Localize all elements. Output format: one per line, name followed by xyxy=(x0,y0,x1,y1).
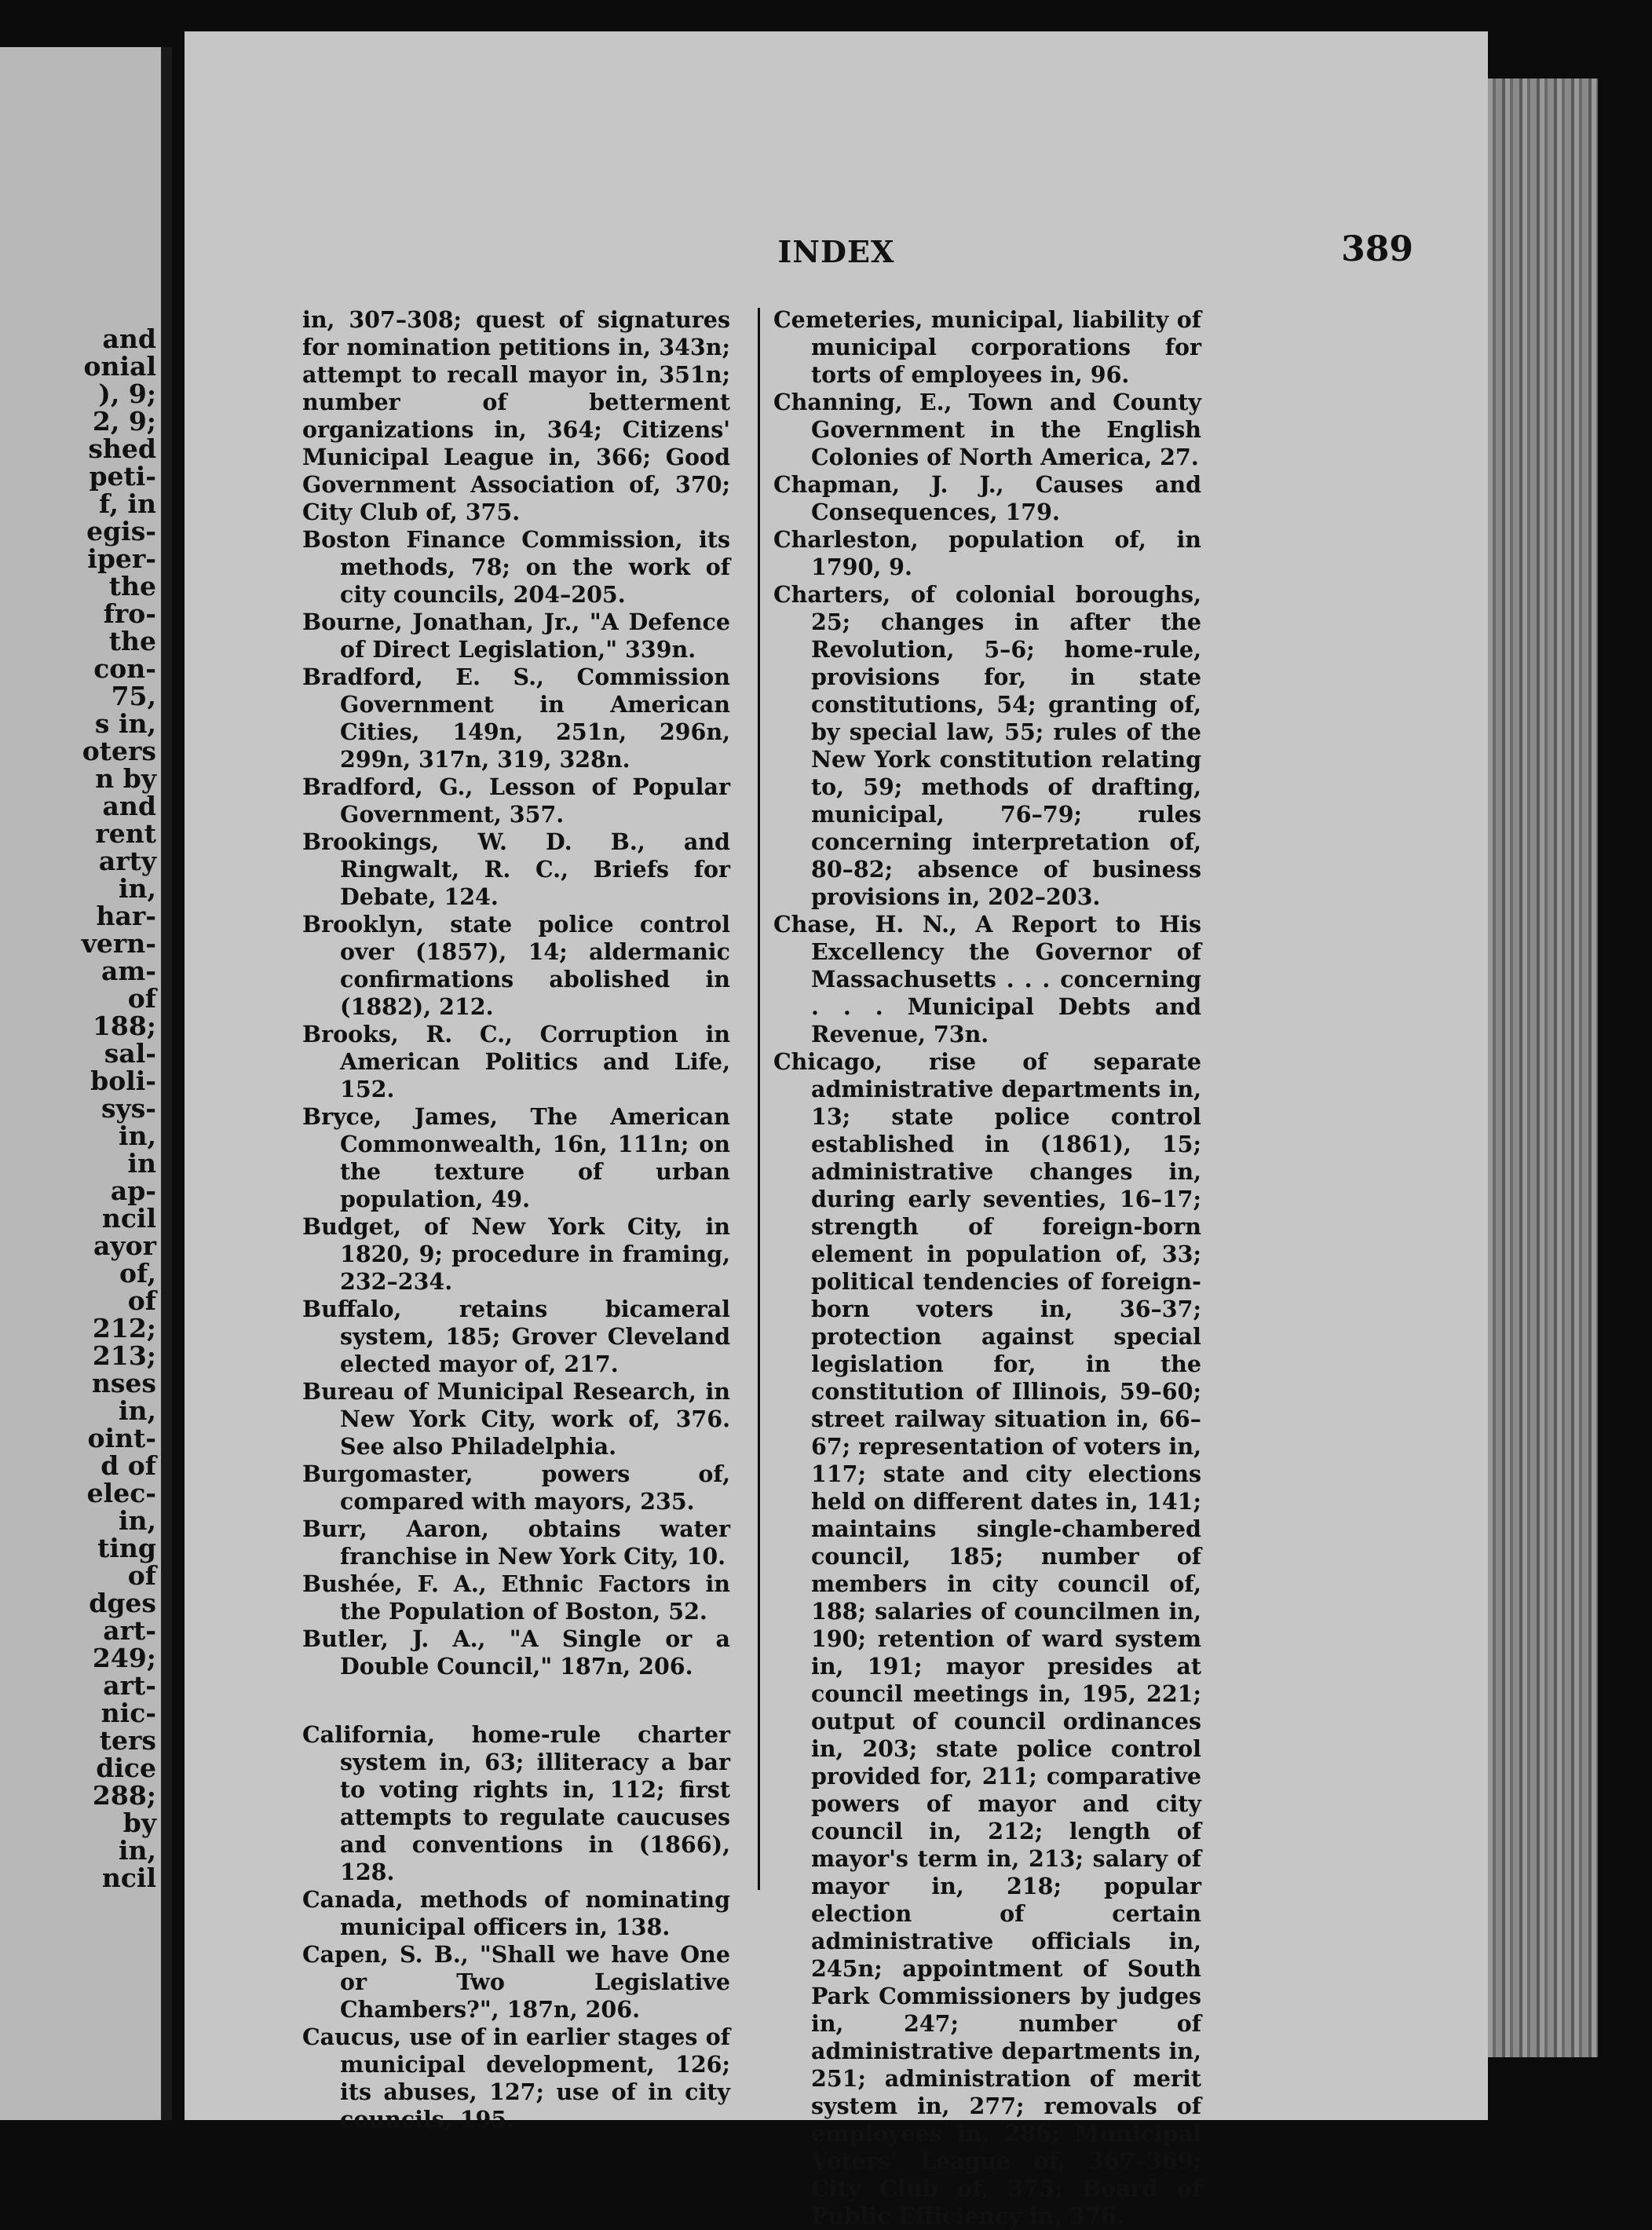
index-entry: Burr, Aaron, obtains water franchise in New York City, 10. xyxy=(302,1515,730,1570)
margin-fragment: con- xyxy=(93,653,156,684)
margin-fragment: elec- xyxy=(86,1478,156,1508)
index-entry: Charleston, population of, in 1790, 9. xyxy=(773,526,1201,580)
page-edges xyxy=(1488,79,1598,2057)
margin-fragment: 212; xyxy=(92,1313,156,1343)
margin-fragment: am- xyxy=(101,956,156,986)
margin-fragment: of xyxy=(127,983,156,1014)
index-entry: Chase, H. N., A Report to His Excellency the Governor of Massachusetts . . . concerning . . . Municipal Debts and Revenue, 73n. xyxy=(773,911,1201,1047)
margin-fragment: d of xyxy=(101,1450,156,1481)
margin-fragment: 188; xyxy=(92,1011,156,1041)
margin-fragment: and xyxy=(102,324,156,354)
index-entry: Chapman, J. J., Causes and Consequences, 179. xyxy=(773,471,1201,525)
page-number: 389 xyxy=(1341,229,1413,269)
index-entry: Burgomaster, powers of, compared with mayors, 235. xyxy=(302,1460,730,1515)
index-entry: Bourne, Jonathan, Jr., "A Defence of Direct Legislation," 339n. xyxy=(302,609,730,663)
index-entry: Brookings, W. D. B., and Ringwalt, R. C., Briefs for Debate, 124. xyxy=(302,828,730,910)
index-entry: Bryce, James, The American Commonwealth, 16n, 111n; on the texture of urban population, 49. xyxy=(302,1103,730,1212)
margin-fragment: ncil xyxy=(101,1203,156,1234)
index-entry: Bradford, G., Lesson of Popular Government, 357. xyxy=(302,773,730,828)
margin-fragment: in, xyxy=(118,1395,156,1426)
margin-fragment: the xyxy=(108,626,156,656)
column-divider xyxy=(758,308,760,1890)
index-entry: Channing, E., Town and County Government in the English Colonies of North America, 27. xyxy=(773,389,1201,470)
index-entry: Butler, J. A., "A Single or a Double Council," 187n, 206. xyxy=(302,1625,730,1680)
index-entry: in, 307–308; quest of signatures for nomination petitions in, 343n; attempt to recall mayor in, 351n; number of betterment organizations in, 364; Citizens' Municipal League in, 366; Good Government Association of, 370; City Club of, 375. xyxy=(302,306,730,525)
margin-fragment: fro- xyxy=(103,598,156,629)
margin-fragment: the xyxy=(108,571,156,601)
margin-fragment: nic- xyxy=(101,1698,156,1728)
margin-fragment: 75, xyxy=(111,681,156,711)
margin-fragment: egis- xyxy=(86,516,156,547)
index-entry: Bushée, F. A., Ethnic Factors in the Population of Boston, 52. xyxy=(302,1570,730,1625)
index-entry: Buffalo, retains bicameral system, 185; Grover Cleveland elected mayor of, 217. xyxy=(302,1296,730,1377)
index-entry: Brooklyn, state police control over (1857), 14; aldermanic confirmations abolished in (1882), 212. xyxy=(302,911,730,1020)
index-entry: Bradford, E. S., Commission Government in American Cities, 149n, 251n, 296n, 299n, 317n, 319, 328n. xyxy=(302,664,730,773)
margin-fragment: 2, 9; xyxy=(92,406,156,437)
margin-fragment: har- xyxy=(96,901,156,931)
margin-fragment: dges xyxy=(89,1588,156,1618)
margin-fragment: nses xyxy=(91,1368,156,1398)
margin-fragment: shed xyxy=(88,433,156,464)
margin-fragment: art- xyxy=(103,1670,156,1701)
margin-fragment: oint- xyxy=(87,1423,156,1453)
margin-fragment: of xyxy=(127,1285,156,1316)
margin-fragment: peti- xyxy=(89,461,156,492)
index-entry: California, home-rule charter system in, 63; illiteracy a bar to voting rights in, 112; first attempts to regulate caucuses and conventions in (1866), 128. xyxy=(302,1721,730,1885)
margin-fragment: rent xyxy=(95,818,156,849)
margin-fragment: 288; xyxy=(92,1780,156,1811)
margin-fragment: dice xyxy=(96,1753,156,1783)
margin-fragment: by xyxy=(122,1808,156,1838)
margin-fragment: f, in xyxy=(99,488,156,519)
margin-fragment: 249; xyxy=(92,1643,156,1673)
index-entry: Charters, of colonial boroughs, 25; changes in after the Revolution, 5–6; home-rule, provisions for, in state constitutions, 54; granting of, by special law, 55; rules of the New York constitution relating to, 59; methods of drafting, municipal, 76–79; rules concerning interpretation of, 80–82; absence of business provisions in, 202–203. xyxy=(773,581,1201,910)
margin-fragment: oters xyxy=(82,736,156,766)
margin-fragment: sys- xyxy=(101,1093,156,1124)
previous-page-edge xyxy=(0,47,172,2120)
margin-fragment: n by xyxy=(95,763,156,794)
margin-fragment: s in, xyxy=(94,708,156,739)
margin-fragment: in, xyxy=(118,1505,156,1536)
margin-fragment: in, xyxy=(118,873,156,904)
margin-fragment: in, xyxy=(118,1120,156,1151)
margin-fragment: of, xyxy=(119,1258,156,1289)
margin-fragment: ting xyxy=(97,1533,156,1563)
margin-fragment: of xyxy=(127,1560,156,1591)
margin-fragment: ap- xyxy=(110,1175,156,1206)
margin-fragment: ncil xyxy=(101,1863,156,1893)
running-head: INDEX xyxy=(777,234,895,269)
index-entry: Brooks, R. C., Corruption in American Politics and Life, 152. xyxy=(302,1021,730,1102)
margin-fragment: in, xyxy=(118,1835,156,1866)
index-entry: Canada, methods of nominating municipal officers in, 138. xyxy=(302,1886,730,1940)
index-column-right xyxy=(773,306,1201,2230)
index-entry: Chicago, rise of separate administrative departments in, 13; state police control established in (1861), 15; administrative changes in, during early seventies, 16–17; strength of foreign-born element in population of, 33; political tendencies of foreign-born voters in, 36–37; protection against special legislation for, in the constitution of Illinois, 59–60; street railway situation in, 66–67; representation of voters in, 117; state and city elections held on different dates in, 141; maintains single-chambered council, 185; number of members in city council of, 188; salaries of councilmen in, 190; retention of ward system in, 191; mayor presides at council meetings in, 195, 221; output of council ordinances in, 203; state police control provided for, 211; comparative powers of mayor and city council in, 212; length of mayor's term in, 213; salary of mayor in, 218; popular election of certain administrative officials in, 245n; appointment of South Park Commissioners by judges in, 247; number of administrative departments in, 251; administration of merit system in, 277; removals of employees in, 286; Municipal Voters' League of, 367–369; City Club of, 375; Board of Public Efficiency in, 376. xyxy=(773,1048,1202,2229)
margin-fragment: sal- xyxy=(104,1038,156,1069)
index-entry: Capen, S. B., "Shall we have One or Two Legislative Chambers?", 187n, 206. xyxy=(302,1941,730,2023)
margin-fragment: vern- xyxy=(81,928,156,959)
margin-fragment: arty xyxy=(98,846,156,876)
margin-fragment: 213; xyxy=(92,1340,156,1371)
margin-fragment: boli- xyxy=(90,1066,156,1096)
index-column-left xyxy=(302,306,730,2133)
margin-fragment: ), 9; xyxy=(98,378,156,409)
margin-fragment: and xyxy=(102,791,156,821)
margin-fragment: ayor xyxy=(93,1230,156,1261)
margin-fragment: ters xyxy=(99,1725,156,1756)
index-entry: Budget, of New York City, in 1820, 9; procedure in framing, 232–234. xyxy=(302,1213,730,1295)
margin-fragment: onial xyxy=(83,351,156,382)
book-page xyxy=(185,31,1488,2229)
index-entry: Boston Finance Commission, its methods, 78; on the work of city councils, 204–205. xyxy=(302,526,730,608)
margin-fragment: in xyxy=(127,1148,156,1179)
index-entry: Bureau of Municipal Research, in New York City, work of, 376. See also Philadelphia. xyxy=(302,1378,730,1460)
margin-fragment: art- xyxy=(103,1615,156,1646)
index-entry: Caucus, use of in earlier stages of municipal development, 126; its abuses, 127; use of in city councils, 195. xyxy=(302,2023,730,2133)
letter-section-gap xyxy=(302,1680,730,1721)
index-entry: Cemeteries, municipal, liability of municipal corporations for torts of employees in, 96. xyxy=(773,306,1201,388)
margin-fragment: iper- xyxy=(87,543,156,574)
